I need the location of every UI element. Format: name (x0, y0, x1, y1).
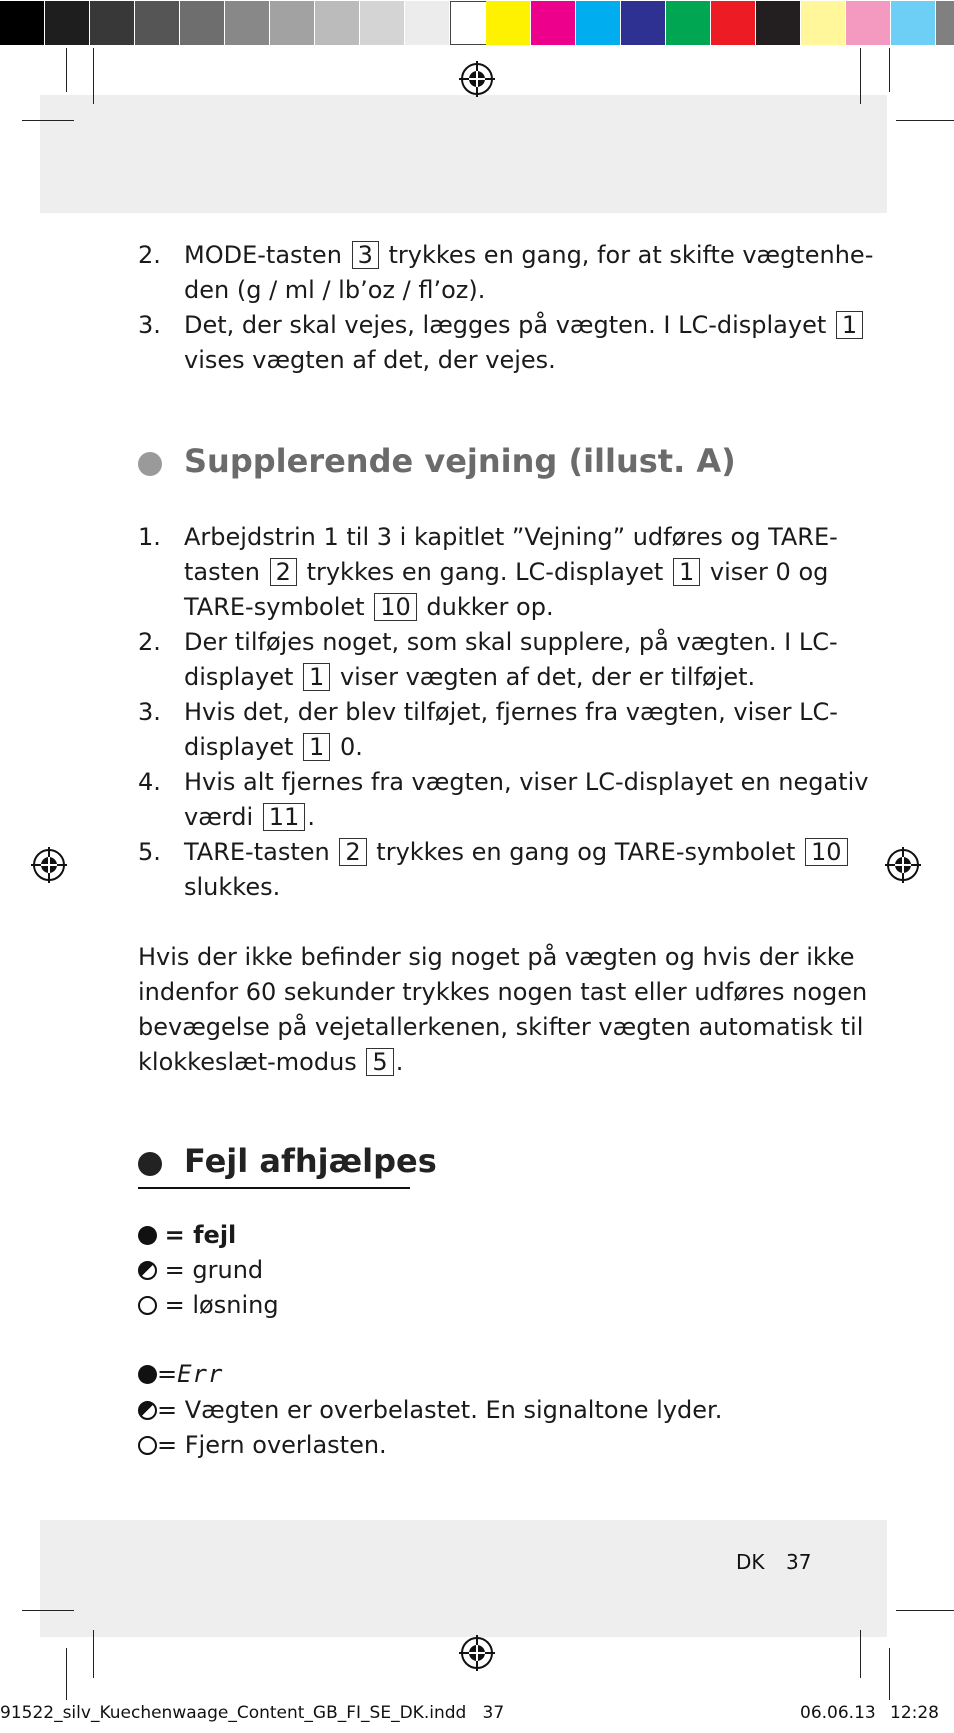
crop-mark (66, 1648, 67, 1700)
crop-mark (93, 48, 94, 104)
color-swatch (936, 1, 954, 45)
list-item-text: displayet 1 0. (184, 733, 363, 761)
list-item-text: vises vægten af det, der vejes. (184, 346, 556, 374)
legend-grund: = grund (138, 1253, 263, 1287)
section-heading: Fejl afhjælpes (184, 1142, 437, 1180)
color-swatch (846, 1, 890, 45)
color-swatch (621, 1, 665, 45)
registration-mark-icon (458, 60, 496, 98)
gray-swatch (180, 1, 224, 45)
legend-fejl: = fejl (138, 1218, 236, 1252)
slug-filename: 91522_silv_Kuechenwaage_Content_GB_FI_SE_DK.indd 37 (0, 1703, 505, 1723)
list-item-text: værdi 11 . (184, 803, 315, 831)
error-code-display: Err (177, 1360, 224, 1388)
list-number: 1. (138, 523, 161, 551)
list-item-text: MODE-tasten 3 trykkes en gang, for at skifte vægtenhe- (184, 241, 874, 269)
list-item-text: Det, der skal vejes, lægges på vægten. I LC-displayet 1 (184, 308, 865, 343)
half-circle-icon (138, 1261, 157, 1280)
paragraph-line: klokkeslæt-modus 5 . (138, 1048, 404, 1076)
reference-box: 10 (805, 838, 848, 866)
list-number: 2. (138, 241, 161, 269)
gray-swatch (225, 1, 269, 45)
page-number: 37 (786, 1550, 812, 1574)
reference-box: 3 (352, 241, 379, 269)
crop-mark (896, 120, 954, 121)
half-circle-icon (138, 1401, 157, 1420)
reference-box: 11 (263, 803, 306, 831)
list-item-text: TARE-symbolet 10 dukker op. (184, 593, 554, 621)
list-item-text: displayet 1 viser vægten af det, der er tilføjet. (184, 663, 756, 691)
crop-mark (889, 1648, 890, 1700)
crop-mark (22, 1610, 74, 1611)
filled-circle-icon (138, 1365, 157, 1384)
heading-underline (138, 1187, 410, 1189)
page-language: DK (736, 1550, 765, 1574)
color-swatch (711, 1, 755, 45)
gray-swatch (45, 1, 89, 45)
error-cause-row: = Vægten er overbelastet. En signaltone lyder. (138, 1393, 722, 1427)
legend-losning: = løsning (138, 1288, 279, 1322)
list-number: 2. (138, 628, 161, 656)
list-item-text: den (g / ml / lb’oz / fl’oz). (184, 276, 486, 304)
reference-box: 1 (303, 663, 330, 691)
list-item-text: Hvis det, der blev tilføjet, fjernes fra vægten, viser LC- (184, 698, 838, 726)
crop-mark (860, 1630, 861, 1678)
slug-date: 06.06.13 (800, 1703, 876, 1723)
list-number: 3. (138, 698, 161, 726)
crop-mark (22, 120, 74, 121)
crop-mark (889, 48, 890, 92)
error-solution-row: = Fjern overlasten. (138, 1428, 387, 1462)
registration-mark-icon (458, 1634, 496, 1672)
gray-swatch (0, 1, 44, 45)
gray-swatch (315, 1, 359, 45)
list-item-text: slukkes. (184, 873, 281, 901)
header-band (40, 95, 887, 213)
gray-swatch (405, 1, 449, 45)
error-code-row: =Err (138, 1357, 223, 1391)
filled-circle-icon (138, 1226, 157, 1245)
crop-mark (860, 48, 861, 104)
gray-swatch (360, 1, 404, 45)
color-swatch (666, 1, 710, 45)
color-swatch (801, 1, 845, 45)
bullet-icon (138, 1152, 162, 1176)
color-calibration-bar (0, 0, 954, 46)
bullet-icon (138, 452, 162, 476)
list-number: 3. (138, 311, 161, 339)
registration-mark-icon (884, 846, 922, 884)
empty-circle-icon (138, 1296, 157, 1315)
gray-swatch (270, 1, 314, 45)
list-item-text: tasten 2 trykkes en gang. LC-displayet 1 viser 0 og (184, 558, 829, 586)
section-heading: Supplerende vejning (illust. A) (184, 442, 736, 480)
gray-swatch (90, 1, 134, 45)
color-swatch (486, 1, 530, 45)
reference-box: 1 (303, 733, 330, 761)
color-swatch (756, 1, 800, 45)
reference-box: 2 (339, 838, 366, 866)
list-number: 5. (138, 838, 161, 866)
gray-swatch (135, 1, 179, 45)
paragraph-line: bevægelse på vejetallerkenen, skifter vægten automatisk til (138, 1013, 864, 1041)
crop-mark (896, 1610, 954, 1611)
slug-time: 12:28 (890, 1703, 939, 1723)
color-swatch (531, 1, 575, 45)
crop-mark (66, 48, 67, 92)
crop-mark (93, 1630, 94, 1678)
color-swatch (891, 1, 935, 45)
list-number: 4. (138, 768, 161, 796)
list-item-text: Arbejdstrin 1 til 3 i kapitlet ”Vejning” udføres og TARE- (184, 523, 838, 551)
reference-box: 1 (836, 311, 863, 339)
color-swatch (576, 1, 620, 45)
list-item-text: Der tilføjes noget, som skal supplere, på vægten. I LC- (184, 628, 838, 656)
reference-box: 2 (270, 558, 297, 586)
list-item-text: TARE-tasten 2 trykkes en gang og TARE-symbolet 10 (184, 835, 850, 870)
paragraph-line: indenfor 60 sekunder trykkes nogen tast eller udføres nogen (138, 978, 868, 1006)
registration-mark-icon (30, 846, 68, 884)
paragraph-line: Hvis der ikke befinder sig noget på vægten og hvis der ikke (138, 943, 855, 971)
reference-box: 5 (366, 1048, 393, 1076)
list-item-text: Hvis alt fjernes fra vægten, viser LC-displayet en negativ (184, 768, 869, 796)
reference-box: 1 (673, 558, 700, 586)
footer-band (40, 1520, 887, 1637)
reference-box: 10 (374, 593, 417, 621)
empty-circle-icon (138, 1436, 157, 1455)
